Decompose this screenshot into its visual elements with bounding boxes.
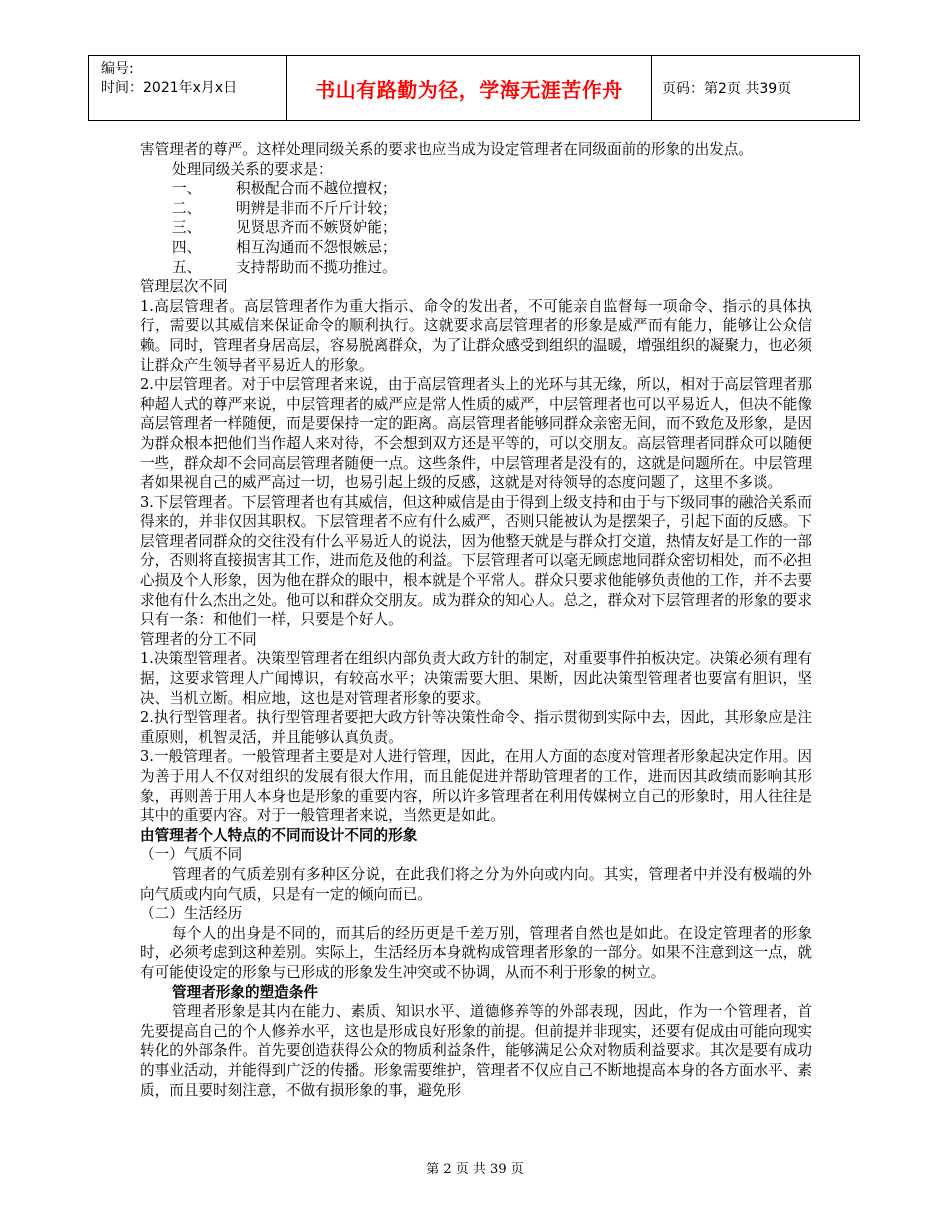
list-number: 一、 (172, 180, 202, 198)
list-number: 二、 (172, 199, 202, 217)
list-item (140, 218, 812, 238)
document-body (140, 140, 812, 1100)
paragraph: 每个人的出身是不同的，而其后的经历更是千差万别，管理者自然也是如此。在设定管理者的形象时，必须考虑到这种差别。实际上，生活经历本身就构成管理者形象的一部分。如果不注意到这一点，就有可能使设定的形象与已形成的形象发生冲突或不协调，从而不利于形象的树立。 (140, 924, 812, 981)
paragraph: 2.执行型管理者。执行型管理者要把大政方针等决策性命令、指示贯彻到实际中去，因此，其形象应是注重原则，机智灵活，并且能够认真负责。 (140, 709, 812, 746)
paragraph: 1.决策型管理者。决策型管理者在组织内部负责大政方针的制定，对重要事件拍板决定。决策必须有理有据，这要求管理人广闻博识，有较高水平；决策需要大胆、果断，因此决策型管理者也要富有胆识，坚决、当机立断。相应地，这也是对管理者形象的要求。 (140, 650, 812, 707)
header-table (88, 55, 860, 121)
page-label: 页码：第2页 共39页 (662, 81, 792, 97)
paragraph: 管理者的气质差别有多种区分说，在此我们将之分为外向或内向。其实，管理者中并没有极端的外向气质或内向气质，只是有一定的倾向而已。 (140, 865, 812, 903)
number-label: 编号: (101, 61, 134, 77)
paragraph: 3.下层管理者。下层管理者也有其威信，但这种威信是由于得到上级支持和由于与下级同事的融洽关系而得来的，并非仅因其职权。下层管理者不应有什么威严，否则只能被认为是摆架子，引起下面的反感。下层管理者同群众的交往没有什么平易近人的说法，因为他整天就是与群众打交道，热情友好是工作的一部分，否则将直接损害其工作，进而危及他的利益。下层管理者可以毫无顾虑地同群众密切相处，而不必担心损及个人形象，因为他在群众的眼中，根本就是个平常人。群众只要求他能够负责他的工作，并不去要求他有什么杰出之处。他可以和群众交朋友。成为群众的知心人。总之，群众对下层管理者的形象的要求只有一条：和他们一样，只要是个好人。 (140, 493, 812, 629)
paragraph: 3.一般管理者。一般管理者主要是对人进行管理，因此，在用人方面的态度对管理者形象起决定作用。因为善于用人不仅对组织的发展有很大作用，而且能促进并帮助管理者的工作，进而因其政绩而影响其形象，再则善于用人本身也是形象的重要内容，所以许多管理者在利用传媒树立自己的形象时，用人往往是其中的重要内容。对于一般管理者来说，当然更是如此。 (140, 748, 812, 825)
section-heading: 管理者的分工不同 (140, 630, 257, 648)
list-text: 见贤思齐而不嫉贤妒能； (236, 219, 397, 237)
subsection-heading: （二）生活经历 (140, 905, 243, 923)
paragraph: 管理者形象是其内在能力、素质、知识水平、道德修养等的外部表现，因此，作为一个管理者，首先要提高自己的个人修养水平，这也是形成良好形象的前提。但前提并非现实，还要有促成由可能向现实转化的外部条件。首先要创造获得公众的物质利益条件，能够满足公众对物质利益要求。其次是要有成功的事业活动，并能得到广泛的传播。形象需要维护，管理者不仅应自己不断地提高本身的各方面水平、素质，而且要时刻注意，不做有损形象的事，避免形 (140, 1003, 812, 1099)
bold-heading: 管理者形象的塑造条件 (172, 983, 318, 1001)
motto: 书山有路勤为径，学海无涯苦作舟 (287, 56, 652, 120)
subsection-heading: （一）气质不同 (140, 846, 243, 864)
list-text: 明辨是非而不斤斤计较； (236, 199, 397, 217)
list-text: 相互沟通而不怨恨嫉忌； (236, 238, 397, 256)
list-text: 积极配合而不越位擅权； (236, 180, 397, 198)
list-item (140, 238, 812, 258)
paragraph: 2.中层管理者。对于中层管理者来说，由于高层管理者头上的光环与其无缘，所以，相对于高层管理者那种超人式的尊严来说，中层管理者的威严应是常人性质的威严，中层管理者也可以平易近人，但决不能像高层管理者一样随便，而是要保持一定的距离。高层管理者能够同群众亲密无间，而不致危及形象，是因为群众根本把他们当作超人来对待，不会想到双方还是平等的，可以交朋友。高层管理者同群众可以随便一些，群众却不会同高层管理者随便一点。这些条件，中层管理者是没有的，这就是问题所在。中层管理者如果视自己的威严高过一切，也易引起上级的反感，这就是对待领导的态度问题了，这里不多谈。 (140, 376, 812, 492)
list-item (140, 179, 812, 199)
page-footer: 第 2 页 共 39 页 (426, 1162, 524, 1177)
paragraph: 害管理者的尊严。这样处理同级关系的要求也应当成为设定管理者在同级面前的形象的出发点。 (140, 141, 753, 158)
list-number: 三、 (172, 219, 202, 237)
list-item (140, 258, 812, 278)
time-label: 时间：2021年x月x日 (101, 80, 238, 96)
list-number: 四、 (172, 238, 202, 256)
list-item (140, 199, 812, 219)
section-heading: 管理层次不同 (140, 278, 228, 296)
paragraph: 1.高层管理者。高层管理者作为重大指示、命令的发出者，不可能亲自监督每一项命令、指示的具体执行，需要以其威信来保证命令的顺利执行。这就要求高层管理者的形象是威严而有能力，能够让公众信赖。同时，管理者身居高层，容易脱离群众，为了让群众感受到组织的温暖，增强组织的凝聚力，也必须让群众产生领导者平易近人的形象。 (140, 297, 812, 374)
header-meta-cell (89, 56, 287, 120)
list-number: 五、 (172, 258, 202, 276)
list-text: 支持帮助而不揽功推过。 (236, 258, 397, 276)
paragraph: 处理同级关系的要求是： (172, 160, 333, 178)
bold-heading: 由管理者个人特点的不同而设计不同的形象 (140, 826, 418, 844)
